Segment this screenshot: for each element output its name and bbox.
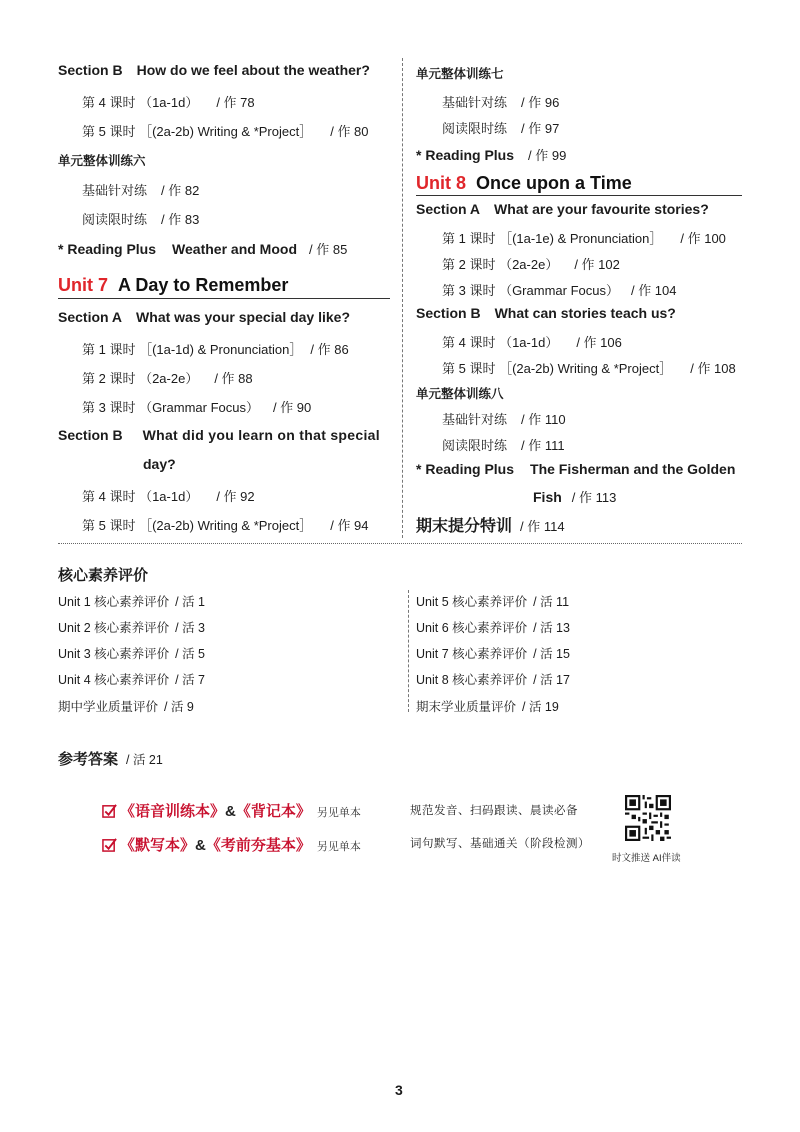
page-ref: / 作 78 <box>216 95 255 110</box>
page-ref: / 作 83 <box>161 212 200 227</box>
page-number: 3 <box>395 1082 403 1098</box>
qr-caption: 时文推送 AI伴读 <box>612 853 681 864</box>
assessment-item[interactable] <box>58 697 194 715</box>
page-ref: / 作 99 <box>528 148 567 163</box>
unit-7-title <box>58 275 288 296</box>
assessment-label: Unit 4 核心素养评价 <box>58 673 170 687</box>
toc-entry[interactable] <box>82 121 369 140</box>
reading-plus-entry[interactable] <box>416 461 735 477</box>
toc-entry[interactable] <box>442 332 622 351</box>
section-a-heading <box>58 309 350 325</box>
reading-plus-entry[interactable] <box>58 239 347 258</box>
assessment-item[interactable] <box>416 644 570 662</box>
unit-name: A Day to Remember <box>118 275 289 295</box>
section-b-heading <box>58 62 370 78</box>
book-note: 另见单本 <box>316 840 361 853</box>
page-ref: / 作 82 <box>161 183 200 198</box>
lesson-label: 第 5 课时 ［(2a-2b) Writing & *Project］ <box>442 361 673 376</box>
section-separator <box>58 543 742 544</box>
lesson-label: 第 1 课时 ［(1a-1d) & Pronunciation］ <box>82 342 303 357</box>
toc-entry[interactable] <box>82 397 311 416</box>
lesson-label: 阅读限时练 <box>442 121 508 136</box>
page-ref: / 作 110 <box>521 412 566 427</box>
unit-underline <box>58 298 390 299</box>
assessment-label: Unit 3 核心素养评价 <box>58 647 170 661</box>
section-label: Section A <box>416 201 481 217</box>
page-ref: / 作 106 <box>576 335 622 350</box>
column-divider <box>408 590 409 712</box>
toc-entry[interactable] <box>442 280 677 299</box>
final-training-label: 期末提分特训 <box>416 518 513 535</box>
page-ref: / 作 104 <box>630 283 677 298</box>
page-ref: / 活 7 <box>175 673 206 687</box>
toc-entry[interactable] <box>82 209 199 228</box>
page-ref: / 作 86 <box>310 342 349 357</box>
book-description: 词句默写、基础通关（阶段检测） <box>410 836 590 850</box>
unit-number: Unit 7 <box>58 275 109 295</box>
qr-code-icon[interactable] <box>625 795 671 841</box>
lesson-label: 基础针对练 <box>442 412 508 427</box>
page-ref: / 作 100 <box>680 231 726 246</box>
toc-entry[interactable] <box>82 515 369 534</box>
assessment-item[interactable] <box>58 618 205 636</box>
page-ref: / 作 88 <box>214 371 253 386</box>
page-ref: / 作 108 <box>690 361 736 376</box>
lesson-label: 基础针对练 <box>82 183 148 198</box>
unit-training-heading: 单元整体训练六 <box>58 154 146 168</box>
lesson-label: 基础针对练 <box>442 95 508 110</box>
lesson-label: 第 4 课时 （1a-1d） <box>442 335 559 350</box>
section-label: Section B <box>58 62 123 78</box>
toc-entry[interactable] <box>442 92 559 111</box>
reading-plus-title: The Fisherman and the Golden <box>530 461 736 477</box>
assessment-label: Unit 1 核心素养评价 <box>58 595 170 609</box>
lesson-label: 阅读限时练 <box>82 212 148 227</box>
section-question: How do we feel about the weather? <box>136 62 370 78</box>
page-ref: / 作 113 <box>571 490 617 505</box>
section-label: Section B <box>416 305 481 321</box>
lesson-label: 第 2 课时 （2a-2e） <box>442 257 559 272</box>
section-question: What did you learn on that special <box>142 427 380 443</box>
assessment-label: Unit 6 核心素养评价 <box>416 621 528 635</box>
reading-plus-label: * Reading Plus <box>58 241 157 257</box>
final-training-entry[interactable] <box>416 513 565 536</box>
assessment-item[interactable] <box>416 618 570 636</box>
book-description: 规范发音、扫码跟读、晨读必备 <box>410 803 578 817</box>
assessment-label: 期末学业质量评价 <box>416 700 517 714</box>
page-ref: / 活 1 <box>175 595 206 609</box>
assessment-item[interactable] <box>416 670 570 688</box>
section-label: Section B <box>58 427 123 443</box>
companion-book-row <box>102 834 361 855</box>
page-ref: / 活 15 <box>533 647 570 661</box>
book-title: 《默写本》 <box>120 837 196 854</box>
assessment-heading: 核心素养评价 <box>58 567 149 584</box>
toc-entry[interactable] <box>442 358 736 377</box>
lesson-label: 第 1 课时 ［(1a-1e) & Pronunciation］ <box>442 231 663 246</box>
page-ref: / 作 102 <box>574 257 620 272</box>
book-title: 《背记本》 <box>235 803 311 820</box>
page-ref: / 活 3 <box>175 621 206 635</box>
section-question: What can stories teach us? <box>494 305 676 321</box>
assessment-item[interactable] <box>58 592 205 610</box>
page-ref: / 活 19 <box>522 700 559 714</box>
lesson-label: 第 3 课时 （Grammar Focus） <box>82 400 259 415</box>
page-ref: / 作 96 <box>521 95 560 110</box>
toc-entry[interactable] <box>82 339 349 358</box>
page-ref: / 作 90 <box>272 400 312 415</box>
assessment-item[interactable] <box>58 644 205 662</box>
companion-book-row <box>102 800 361 821</box>
answers-entry[interactable] <box>58 748 163 769</box>
reading-plus-title: Fish <box>533 489 562 505</box>
ampersand: & <box>195 837 206 854</box>
assessment-label: Unit 8 核心素养评价 <box>416 673 528 687</box>
column-divider <box>402 58 403 538</box>
reading-plus-title: Weather and Mood <box>172 241 297 257</box>
reading-plus-entry[interactable] <box>416 145 566 164</box>
toc-entry[interactable] <box>442 435 565 454</box>
section-question-continued: day? <box>143 456 176 472</box>
page-ref: / 作 111 <box>521 438 565 453</box>
page-ref: / 作 97 <box>521 121 560 136</box>
section-label: Section A <box>58 309 123 325</box>
reading-plus-label: * Reading Plus <box>416 147 515 163</box>
assessment-label: Unit 5 核心素养评价 <box>416 595 528 609</box>
book-title: 《语音训练本》 <box>120 803 226 820</box>
page-ref: / 活 21 <box>126 753 163 767</box>
unit-8-title <box>416 173 632 194</box>
toc-entry[interactable] <box>82 180 199 199</box>
page-ref: / 作 114 <box>520 519 565 534</box>
lesson-label: 第 3 课时 （Grammar Focus） <box>442 283 619 298</box>
unit-training-heading: 单元整体训练七 <box>416 67 504 81</box>
lesson-label: 第 4 课时 （1a-1d） <box>82 489 199 504</box>
section-question: What was your special day like? <box>136 309 351 325</box>
page-ref: / 活 17 <box>533 673 570 687</box>
unit-number: Unit 8 <box>416 173 467 193</box>
checkbox-icon <box>102 837 117 852</box>
toc-entry[interactable] <box>82 368 253 387</box>
unit-underline <box>416 195 742 196</box>
ampersand: & <box>225 803 236 820</box>
assessment-label: 期中学业质量评价 <box>58 700 159 714</box>
toc-entry[interactable] <box>442 228 726 247</box>
assessment-item[interactable] <box>416 592 569 610</box>
page-ref: / 作 94 <box>330 518 369 533</box>
unit-name: Once upon a Time <box>476 173 632 193</box>
reading-plus-label: * Reading Plus <box>416 461 515 477</box>
lesson-label: 第 4 课时 （1a-1d） <box>82 95 199 110</box>
section-question: What are your favourite stories? <box>494 201 709 217</box>
page-ref: / 活 13 <box>533 621 570 635</box>
lesson-label: 第 2 课时 （2a-2e） <box>82 371 199 386</box>
lesson-label: 第 5 课时 ［(2a-2b) Writing & *Project］ <box>82 518 313 533</box>
checkbox-icon <box>102 803 117 818</box>
assessment-item[interactable] <box>58 670 205 688</box>
section-a-heading <box>416 201 709 217</box>
toc-entry[interactable] <box>442 118 559 137</box>
page-ref: / 活 11 <box>533 595 570 609</box>
book-note: 另见单本 <box>316 806 361 819</box>
toc-entry[interactable] <box>82 92 255 111</box>
section-b-heading <box>58 427 380 443</box>
page-ref: / 作 80 <box>330 124 369 139</box>
page-ref: / 活 9 <box>164 700 194 714</box>
assessment-label: Unit 2 核心素养评价 <box>58 621 170 635</box>
page-ref: / 活 5 <box>175 647 206 661</box>
unit-training-heading: 单元整体训练八 <box>416 387 504 401</box>
toc-entry[interactable] <box>442 254 620 273</box>
toc-entry[interactable] <box>82 486 255 505</box>
lesson-label: 第 5 课时 ［(2a-2b) Writing & *Project］ <box>82 124 313 139</box>
assessment-item[interactable] <box>416 697 559 715</box>
assessment-label: Unit 7 核心素养评价 <box>416 647 528 661</box>
toc-entry[interactable] <box>442 409 566 428</box>
page-ref: / 作 92 <box>216 489 255 504</box>
lesson-label: 阅读限时练 <box>442 438 508 453</box>
section-b-heading <box>416 305 676 321</box>
reading-plus-title-continued <box>533 487 616 506</box>
book-title: 《考前夯基本》 <box>205 837 311 854</box>
page-ref: / 作 85 <box>309 242 348 257</box>
answers-label: 参考答案 <box>58 751 119 768</box>
